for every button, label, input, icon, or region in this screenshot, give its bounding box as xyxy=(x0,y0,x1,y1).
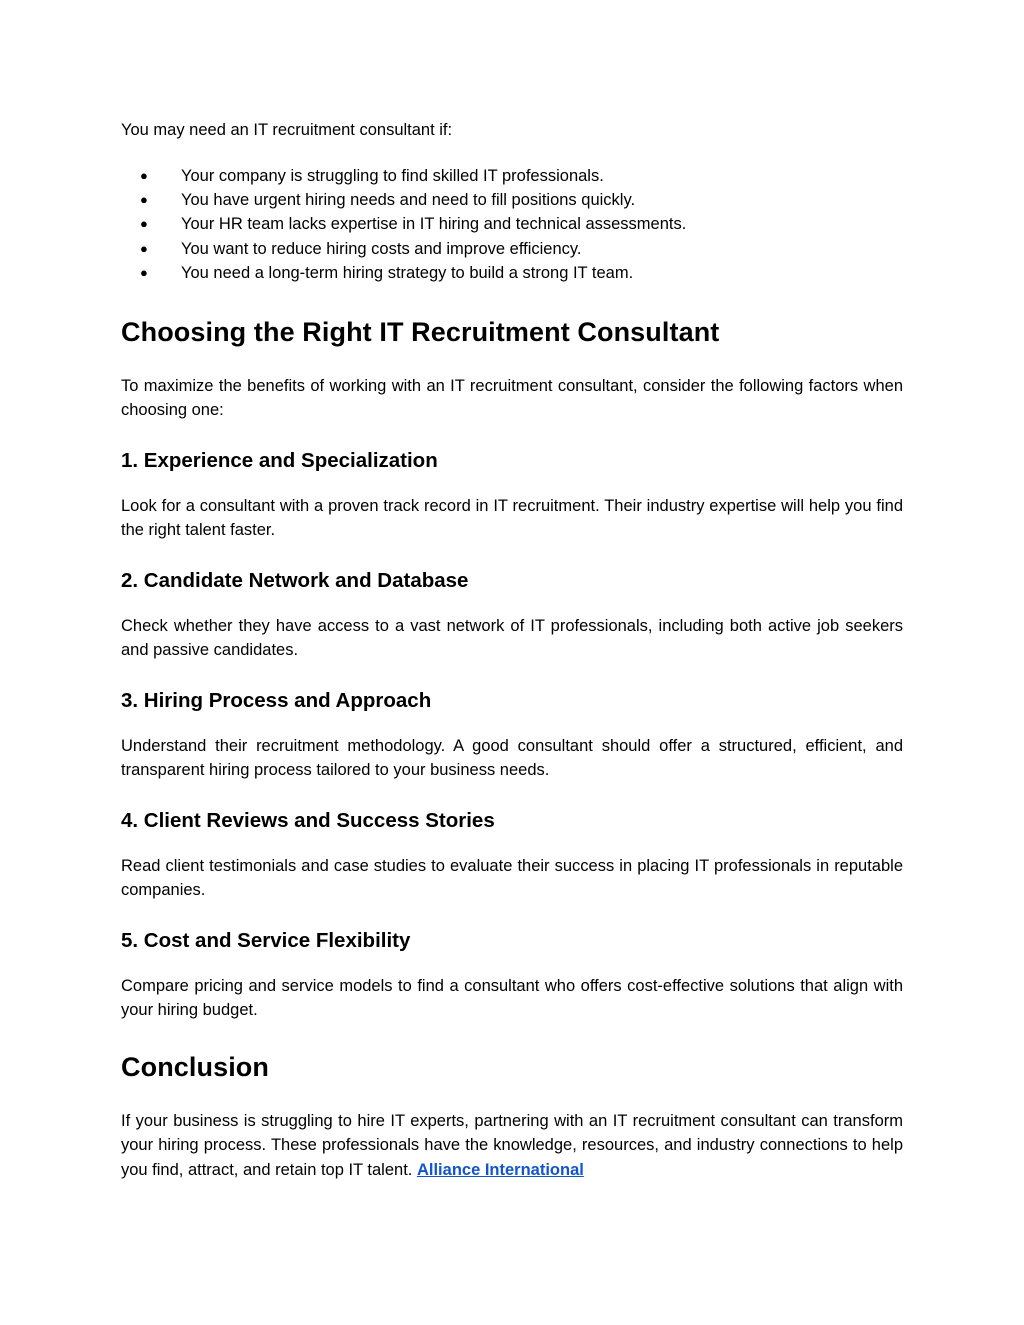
list-item: ● You need a long-term hiring strategy to build a strong IT team. xyxy=(121,261,903,285)
factor-5-heading: 5. Cost and Service Flexibility xyxy=(121,928,411,952)
list-item: ● Your HR team lacks expertise in IT hiring and technical assessments. xyxy=(121,212,903,236)
alliance-international-link[interactable]: Alliance International xyxy=(416,1160,584,1179)
factor-2-text: Check whether they have access to a vast network of IT professionals, including both active job seekers and passive candidates. xyxy=(121,616,903,660)
choosing-intro: To maximize the benefits of working with an IT recruitment consultant, consider the following factors when choosing one: xyxy=(121,376,903,420)
factor-1-heading: 1. Experience and Specialization xyxy=(121,448,438,472)
conclusion-paragraph xyxy=(121,1109,903,1183)
factor-2-heading: 2. Candidate Network and Database xyxy=(121,568,469,592)
factor-4-heading: 4. Client Reviews and Success Stories xyxy=(121,808,495,832)
factor-1-text: Look for a consultant with a proven track record in IT recruitment. Their industry expertise will help you find the right talent faster. xyxy=(121,496,903,540)
factor-3-text: Understand their recruitment methodology. A good consultant should offer a structured, efficient, and transparent hiring process tailored to your business needs. xyxy=(121,736,903,780)
bullet-icon: ● xyxy=(140,216,148,232)
bullet-icon: ● xyxy=(140,265,148,281)
list-item: ● You have urgent hiring needs and need to fill positions quickly. xyxy=(121,188,903,212)
conclusion-text: If your business is struggling to hire IT experts, partnering with an IT recruitment consultant can transform your hiring process. These professionals have the knowledge, resources, and industry connections to help you find, attract, and retain top IT talent. xyxy=(121,1111,903,1179)
factor-5-text: Compare pricing and service models to find a consultant who offers cost-effective solutions that align with your hiring budget. xyxy=(121,976,903,1020)
choosing-heading: Choosing the Right IT Recruitment Consultant xyxy=(121,316,720,347)
list-item: ● You want to reduce hiring costs and improve efficiency. xyxy=(121,237,903,261)
intro-paragraph: You may need an IT recruitment consultant if: xyxy=(121,121,453,139)
document-page xyxy=(121,118,903,1182)
list-item: ● Your company is struggling to find skilled IT professionals. xyxy=(121,164,903,188)
conclusion-heading: Conclusion xyxy=(121,1051,269,1082)
needs-list xyxy=(121,164,903,286)
factor-4-text: Read client testimonials and case studies to evaluate their success in placing IT professionals in reputable companies. xyxy=(121,856,903,900)
bullet-icon: ● xyxy=(140,191,148,207)
bullet-icon: ● xyxy=(140,240,148,256)
bullet-icon: ● xyxy=(140,167,148,183)
factor-3-heading: 3. Hiring Process and Approach xyxy=(121,688,432,712)
